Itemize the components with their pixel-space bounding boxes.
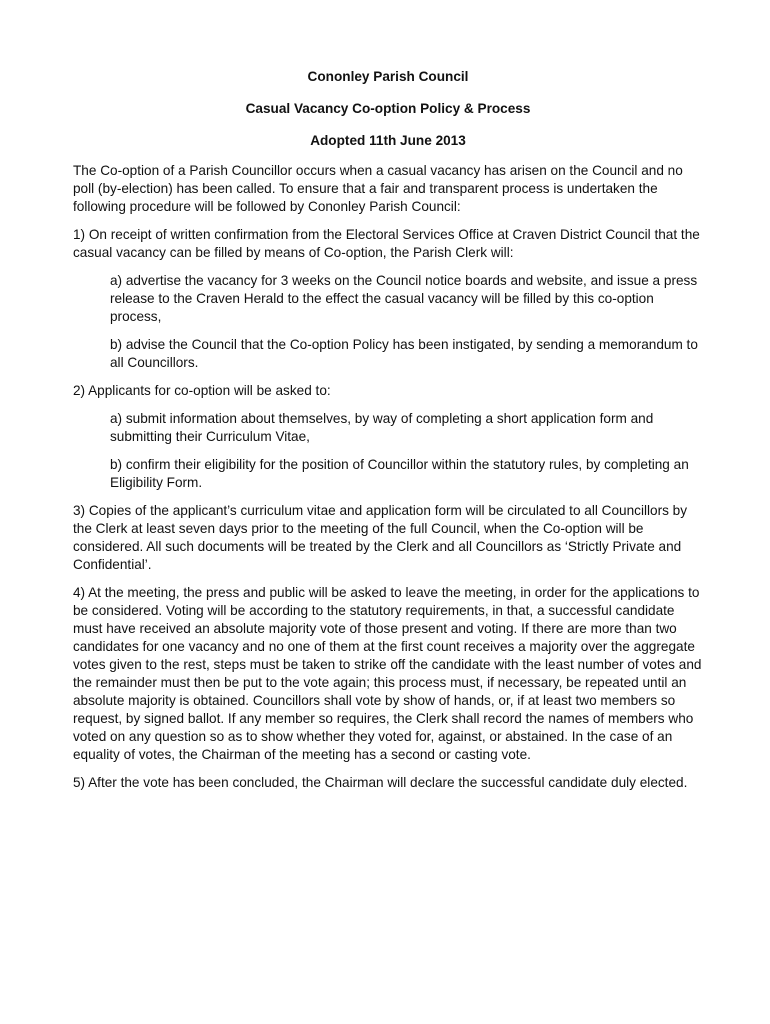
item-1b: b) advise the Council that the Co-option Policy has been instigated, by sending a memorandum to all Councillors.	[110, 337, 698, 370]
intro-paragraph: The Co-option of a Parish Councillor occurs when a casual vacancy has arisen on the Council and no poll (by-election) has been called. To ensure that a fair and transparent process is undertaken the following procedure will be followed by Cononley Parish Council:	[73, 163, 683, 214]
adoption-date: Adopted 11th June 2013	[310, 133, 466, 148]
item-2a: a) submit information about themselves, by way of completing a short application form and submitting their Curriculum Vitae,	[110, 411, 654, 444]
item-4: 4) At the meeting, the press and public will be asked to leave the meeting, in order for the applications to be considered. Voting will be according to the statutory requirements, in that, a successful candidate must have received an absolute majority vote of those present and voting. If there are more than two candidates for one vacancy and no one of them at the first count receives a majority over the aggregate votes given to the rest, steps must be taken to strike off the candidate with the least number of votes and the remainder must then be put to the vote again; this process must, if necessary, be repeated until an absolute majority is obtained. Councillors shall vote by show of hands, or, if at least two members so request, by signed ballot. If any member so requires, the Clerk shall record the names of members who voted on any question so as to show whether they voted for, against, or abstained. In the case of an equality of votes, the Chairman of the meeting has a second or casting vote.	[73, 585, 702, 762]
item-2: 2) Applicants for co-option will be asked to:	[73, 383, 331, 398]
item-5: 5) After the vote has been concluded, the Chairman will declare the successful candidate duly elected.	[73, 775, 688, 790]
item-1: 1) On receipt of written confirmation from the Electoral Services Office at Craven District Council that the casual vacancy can be filled by means of Co-option, the Parish Clerk will:	[73, 227, 700, 260]
document-subtitle: Casual Vacancy Co-option Policy & Process	[245, 101, 531, 116]
document-title: Cononley Parish Council	[307, 69, 469, 84]
item-3: 3) Copies of the applicant’s curriculum vitae and application form will be circulated to all Councillors by the Clerk at least seven days prior to the meeting of the full Council, when the Co-option will be considered. All such documents will be treated by the Clerk and all Councillors as ‘Strictly Private and Confidential’.	[73, 503, 688, 572]
item-1a: a) advertise the vacancy for 3 weeks on the Council notice boards and website, and issue a press release to the Craven Herald to the effect the casual vacancy will be filled by this co-option process,	[110, 273, 698, 324]
item-2b: b) confirm their eligibility for the position of Councillor within the statutory rules, by completing an Eligibility Form.	[110, 457, 689, 490]
document-page	[73, 68, 703, 802]
